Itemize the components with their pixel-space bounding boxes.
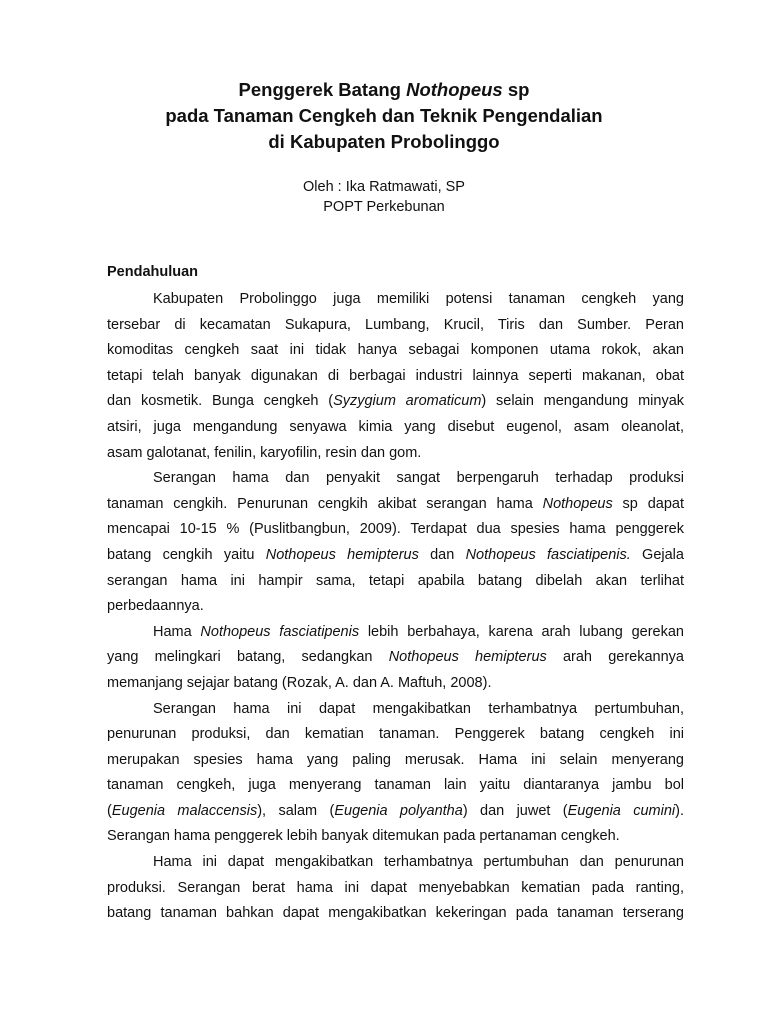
text-segment: Serangan hama penggerek lebih banyak ditemukan pada pertanaman cengkeh. (107, 828, 620, 845)
text-segment: Gejala (630, 546, 684, 563)
text-segment: arah gerekannya (546, 649, 684, 666)
text-line (107, 824, 684, 850)
text-line (107, 313, 684, 339)
text-segment: ) selain mengandung minyak (481, 393, 685, 410)
text-line (107, 287, 684, 313)
title-line-1-species: Nothopeus (406, 79, 503, 100)
body-text (107, 287, 684, 927)
text-line (107, 722, 684, 748)
text-segment: lebih berbahaya, karena arah lubang gerekan (359, 623, 684, 640)
italic-term: Eugenia cumini (567, 802, 676, 819)
text-line (107, 466, 684, 492)
text-segment: tetapi telah banyak digunakan di berbagai industri lainnya seperti makanan, obat (107, 367, 684, 384)
text-segment: penurunan produksi, dan kematian tanaman. Penggerek batang cengkeh ini (107, 726, 684, 743)
italic-term: Nothopeus (542, 495, 613, 512)
italic-term: Eugenia polyantha (334, 802, 463, 819)
text-line (107, 850, 684, 876)
text-line (107, 441, 684, 467)
text-line (107, 338, 684, 364)
text-line (107, 620, 684, 646)
italic-term: Nothopeus hemipterus (265, 546, 419, 563)
text-segment: batang cengkih yaitu (107, 546, 266, 563)
text-line (107, 901, 684, 927)
author-byline: Oleh : Ika Ratmawati, SP (303, 179, 465, 195)
text-line (107, 543, 684, 569)
italic-term: Syzygium aromaticum (333, 393, 482, 410)
text-segment: asam galotanat, fenilin, karyofilin, resin dan gom. (107, 444, 422, 461)
italic-term: Nothopeus fasciatipenis (200, 623, 360, 640)
italic-term: Nothopeus fasciatipenis. (465, 546, 631, 563)
text-segment: dan kosmetik. Bunga cengkeh ( (107, 393, 334, 410)
text-segment: ) dan juwet ( (462, 802, 568, 819)
text-segment: Serangan hama dan penyakit sangat berpengaruh terhadap produksi (153, 470, 684, 487)
text-segment: tanaman cengkeh, juga menyerang tanaman lain yaitu diantaranya jambu bol (107, 777, 684, 794)
text-segment: memanjang sejajar batang (Rozak, A. dan A. Maftuh, 2008). (107, 674, 492, 691)
text-line (107, 517, 684, 543)
section-heading: Pendahuluan (107, 264, 199, 280)
text-segment: ), salam ( (257, 802, 335, 819)
author-block (0, 177, 768, 217)
text-segment: merupakan spesies hama yang paling merusak. Hama ini selain menyerang (107, 751, 684, 768)
text-segment: ( (107, 802, 112, 819)
text-line (107, 415, 684, 441)
text-line (107, 569, 684, 595)
text-line (107, 645, 684, 671)
text-line (107, 697, 684, 723)
text-line (107, 364, 684, 390)
text-segment: ). (675, 802, 684, 819)
text-segment: tersebar di kecamatan Sukapura, Lumbang, Krucil, Tiris dan Sumber. Peran (107, 316, 684, 333)
text-line (107, 748, 684, 774)
text-segment: yang melingkari batang, sedangkan (107, 649, 389, 666)
text-segment: batang tanaman bahkan dapat mengakibatkan kekeringan pada tanaman terserang (107, 905, 684, 922)
italic-term: Nothopeus hemipterus (388, 649, 547, 666)
text-line (107, 492, 684, 518)
text-line (107, 671, 684, 697)
title-line-3: di Kabupaten Probolinggo (268, 131, 500, 152)
text-segment: sp dapat (612, 495, 684, 512)
text-line (107, 799, 684, 825)
title-line-1 (0, 77, 768, 103)
text-segment: perbedaannya. (107, 598, 204, 615)
text-segment: produksi. Serangan berat hama ini dapat menyebabkan kematian pada ranting, (107, 879, 684, 896)
text-line (107, 876, 684, 902)
document-title (0, 77, 768, 155)
italic-term: Eugenia malaccensis (111, 802, 258, 819)
text-segment: atsiri, juga mengandung senyawa kimia yang disebut eugenol, asam oleanolat, (107, 418, 684, 435)
text-segment: Hama ini dapat mengakibatkan terhambatnya pertumbuhan dan penurunan (153, 854, 684, 871)
text-segment: dan (418, 546, 466, 563)
text-line (107, 389, 684, 415)
text-line (107, 773, 684, 799)
text-segment: komoditas cengkeh saat ini tidak hanya sebagai komponen utama rokok, akan (107, 342, 684, 359)
text-segment: mencapai 10-15 % (Puslitbangbun, 2009). Terdapat dua spesies hama penggerek (107, 521, 684, 538)
title-line-1-text: Penggerek Batang (238, 79, 407, 100)
author-role: POPT Perkebunan (323, 199, 445, 215)
text-segment: Kabupaten Probolinggo juga memiliki potensi tanaman cengkeh yang (153, 291, 684, 307)
text-segment: Serangan hama ini dapat mengakibatkan terhambatnya pertumbuhan, (153, 700, 684, 717)
text-segment: tanaman cengkih. Penurunan cengkih akibat serangan hama (107, 495, 543, 512)
text-line (107, 594, 684, 620)
title-line-2: pada Tanaman Cengkeh dan Teknik Pengendalian (165, 105, 603, 126)
text-segment: serangan hama ini hampir sama, tetapi apabila batang dibelah akan terlihat (107, 572, 684, 589)
text-segment: Hama (153, 623, 201, 640)
title-line-1-suffix: sp (502, 79, 530, 100)
